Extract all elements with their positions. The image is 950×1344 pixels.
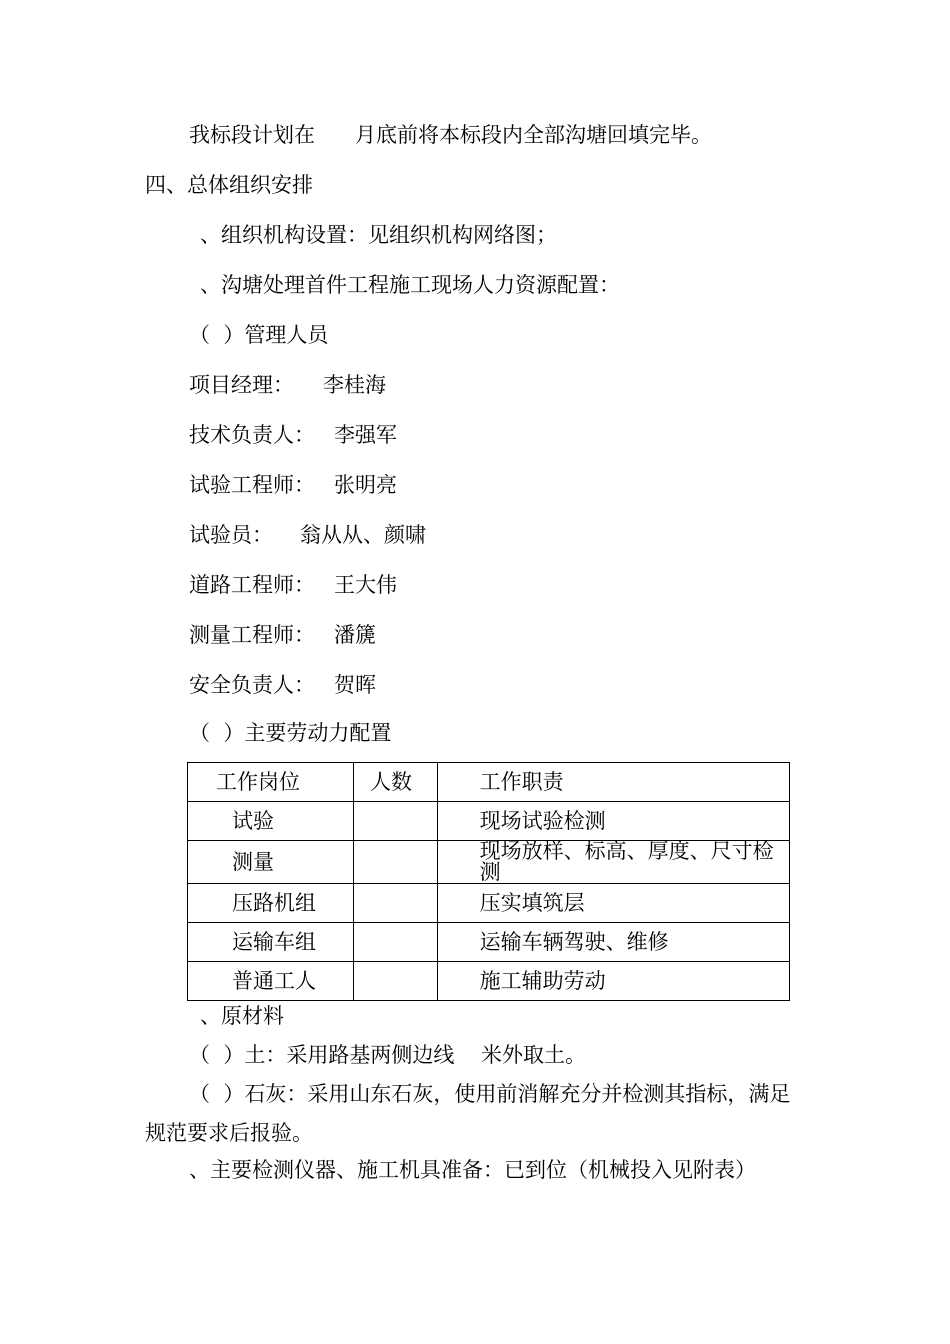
equipment-item: 、主要检测仪器、施工机具准备：已到位（机械投入见附表）: [189, 1158, 756, 1182]
table-row: [188, 884, 790, 923]
lime-material-line: （ ）石灰：采用山东石灰，使用前消解充分并检测其指标，满足: [189, 1082, 791, 1106]
org-structure-item: 、组织机构设置：见组织机构网络图；: [200, 223, 557, 247]
hr-config-item: 、沟塘处理首件工程施工现场人力资源配置：: [200, 273, 620, 297]
cell-post: 运输车组: [188, 923, 354, 962]
cell-duty: 现场放样、标高、厚度、尺寸检测: [437, 841, 789, 884]
staff-role: 试验员：: [189, 523, 273, 547]
staff-name: 潘篪: [334, 623, 376, 647]
cell-duty: 运输车辆驾驶、维修: [437, 923, 789, 962]
cell-count: [354, 802, 438, 841]
cell-count: [354, 962, 438, 1001]
management-subheading: （ ）管理人员: [189, 323, 329, 347]
plan-paragraph: 我标段计划在 月底前将本标段内全部沟塘回填完毕。: [189, 123, 713, 147]
cell-duty: 施工辅助劳动: [437, 962, 789, 1001]
labor-table: [187, 762, 790, 1001]
table-row: [188, 841, 790, 884]
cell-count: [354, 884, 438, 923]
table-header-row: [188, 763, 790, 802]
table-row: [188, 962, 790, 1001]
header-count: 人数: [354, 763, 438, 802]
staff-role: 技术负责人：: [189, 423, 315, 447]
cell-count: [354, 923, 438, 962]
cell-post: 试验: [188, 802, 354, 841]
soil-material-line: （ ）土：采用路基两侧边线 米外取土。: [189, 1043, 587, 1067]
lime-material-line-cont: 规范要求后报验。: [145, 1121, 313, 1145]
staff-name: 张明亮: [334, 473, 397, 497]
staff-name: 翁从从、颜啸: [300, 523, 426, 547]
staff-name: 贺晖: [334, 673, 376, 697]
staff-name: 李桂海: [323, 373, 386, 397]
materials-item: 、原材料: [200, 1004, 284, 1028]
cell-post: 普通工人: [188, 962, 354, 1001]
table-row: [188, 802, 790, 841]
staff-role: 测量工程师：: [189, 623, 315, 647]
cell-post: 压路机组: [188, 884, 354, 923]
section-heading: 四、总体组织安排: [145, 173, 313, 197]
staff-role: 项目经理：: [189, 373, 294, 397]
labor-subheading: （ ）主要劳动力配置: [189, 721, 392, 745]
cell-count: [354, 841, 438, 884]
staff-role: 试验工程师：: [189, 473, 315, 497]
header-duty: 工作职责: [437, 763, 789, 802]
staff-name: 王大伟: [334, 573, 397, 597]
table-row: [188, 923, 790, 962]
cell-post: 测量: [188, 841, 354, 884]
cell-duty: 现场试验检测: [437, 802, 789, 841]
cell-duty: 压实填筑层: [437, 884, 789, 923]
staff-role: 道路工程师：: [189, 573, 315, 597]
staff-role: 安全负责人：: [189, 673, 315, 697]
header-post: 工作岗位: [188, 763, 354, 802]
staff-name: 李强军: [334, 423, 397, 447]
